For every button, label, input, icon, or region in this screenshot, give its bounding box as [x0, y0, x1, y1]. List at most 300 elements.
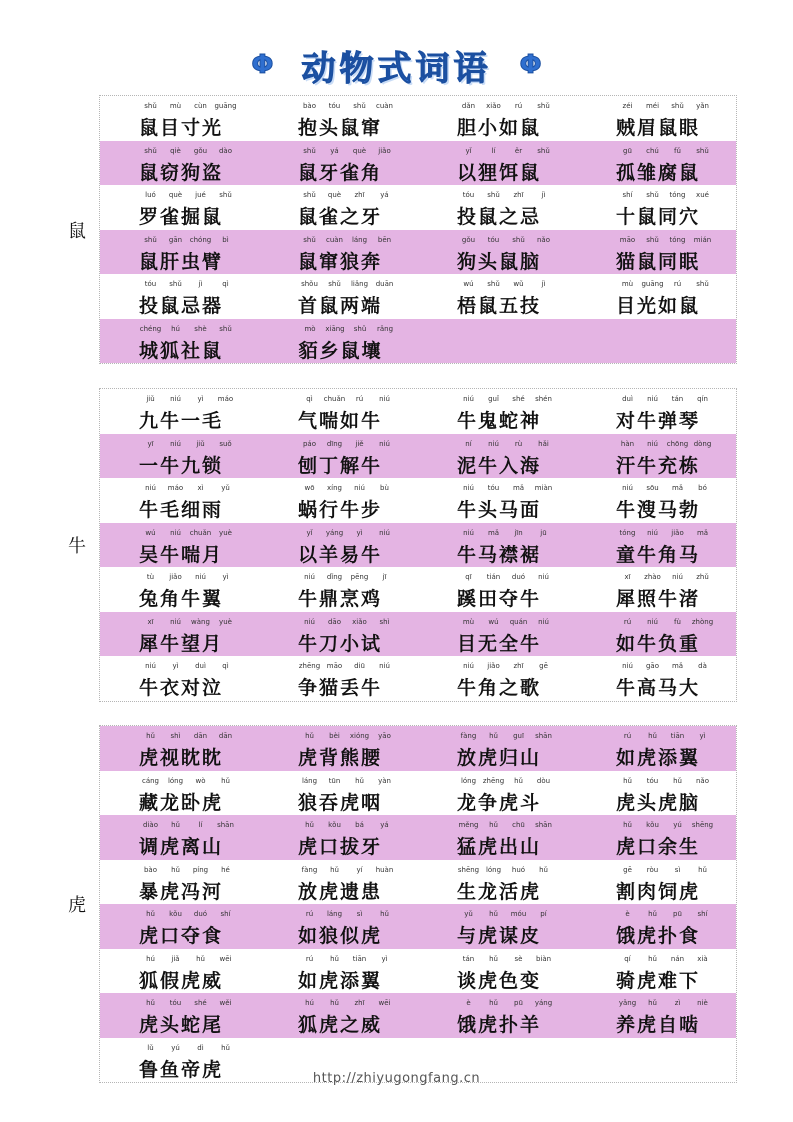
idiom-character: 与	[456, 925, 476, 947]
pinyin-syllable: duó	[511, 573, 526, 581]
idiom-character: 雀	[339, 161, 359, 184]
pinyin-line	[456, 732, 556, 740]
pinyin-syllable: shǔ	[353, 324, 367, 333]
pinyin-syllable: duān	[375, 280, 394, 288]
pinyin-syllable: tūn	[328, 776, 341, 785]
pinyin-syllable: bì	[222, 235, 229, 244]
pinyin-line	[138, 147, 238, 155]
pinyin-line	[138, 910, 238, 918]
pinyin-syllable: zhǔ	[696, 573, 709, 581]
pinyin-line	[297, 440, 397, 448]
pinyin-line	[138, 662, 238, 670]
idiom-character: 刀	[318, 632, 338, 655]
idiom-character: 咽	[360, 791, 380, 814]
pinyin-syllable: hǔ	[673, 776, 682, 785]
idiom-character: 襟	[498, 543, 518, 566]
pinyin-syllable: pū	[514, 999, 523, 1007]
idiom-character: 马	[498, 499, 518, 521]
idiom-text	[456, 540, 540, 567]
pinyin-syllable: yuè	[219, 617, 232, 626]
pinyin-line	[615, 866, 715, 874]
idiom-item	[418, 478, 577, 523]
idiom-character: 忌	[180, 295, 200, 317]
idiom-text	[615, 743, 699, 770]
idiom-item	[577, 434, 736, 479]
idiom-item	[100, 860, 259, 905]
pinyin-syllable: niú	[538, 617, 549, 626]
pinyin-line	[298, 325, 398, 333]
pinyin-syllable: hǎi	[538, 439, 549, 448]
pinyin-syllable: hǔ	[539, 865, 548, 874]
idiom-character: 眈	[180, 747, 200, 769]
pinyin-syllable: shì	[170, 732, 181, 740]
idiom-item	[418, 434, 577, 479]
idiom-character: 头	[636, 791, 656, 814]
idiom-character: 十	[615, 206, 635, 228]
idiom-text	[456, 406, 540, 433]
pinyin-syllable: mián	[693, 235, 712, 244]
idiom-character: 虎	[477, 925, 497, 947]
idiom-item	[418, 612, 577, 657]
idiom-character: 九	[180, 454, 200, 477]
page-title: 动物式词语	[301, 48, 492, 89]
idiom-character: 细	[180, 499, 200, 521]
idiom-character: 牙	[360, 836, 380, 858]
idiom-character: 虎	[636, 969, 656, 992]
pinyin-syllable: hǔ	[489, 954, 498, 963]
pinyin-syllable: jiě	[355, 439, 364, 448]
pinyin-line	[297, 529, 397, 537]
pinyin-syllable: cuàn	[375, 102, 393, 110]
idiom-character: 如	[297, 925, 317, 947]
pinyin-syllable: niú	[647, 617, 658, 626]
idiom-text	[456, 202, 540, 229]
pinyin-syllable: zhī	[513, 191, 524, 199]
pinyin-line	[456, 821, 556, 829]
pinyin-syllable: pí	[540, 910, 547, 918]
pinyin-syllable: què	[327, 191, 342, 199]
idiom-character: 皮	[519, 925, 539, 947]
pinyin-syllable: gǒu	[193, 146, 208, 155]
pinyin-syllable: shí	[622, 191, 633, 199]
phi-ornament-left-icon: Φ	[251, 50, 274, 80]
idiom-character: 眼	[678, 117, 698, 139]
pinyin-syllable: páo	[302, 439, 316, 448]
pinyin-syllable: wēi	[219, 954, 232, 963]
idiom-character: 牛	[159, 543, 179, 566]
pinyin-syllable: dòng	[693, 439, 712, 448]
pinyin-syllable: shé	[512, 395, 525, 403]
idiom-character: 吞	[318, 791, 338, 814]
pinyin-line	[297, 618, 397, 626]
pinyin-syllable: dǐng	[326, 573, 343, 581]
idiom-text	[297, 202, 381, 229]
pinyin-line	[615, 618, 715, 626]
pinyin-syllable: rǎng	[376, 324, 394, 333]
pinyin-syllable: jué	[195, 191, 206, 199]
pinyin-syllable: shǔ	[303, 191, 316, 199]
pinyin-syllable: guāng	[214, 102, 237, 110]
idiom-text	[138, 877, 222, 904]
idiom-character: 技	[519, 295, 539, 317]
idiom-row	[100, 771, 736, 816]
pinyin-syllable: māo	[326, 662, 343, 670]
pinyin-syllable: shé	[194, 999, 207, 1007]
section-label: 牛	[68, 535, 86, 557]
idiom-character: 神	[519, 410, 539, 432]
pinyin-syllable: niú	[379, 395, 390, 403]
idiom-item	[100, 523, 259, 568]
pinyin-syllable: shǔ	[671, 102, 684, 110]
idiom-character: 翼	[201, 588, 221, 610]
idiom-character: 山	[519, 836, 539, 858]
pinyin-syllable: niú	[379, 528, 390, 537]
idiom-character: 鼠	[201, 339, 221, 362]
pinyin-line	[297, 280, 397, 288]
idiom-character: 裾	[519, 543, 539, 566]
idiom-character: 生	[456, 880, 476, 903]
pinyin-syllable: shān	[535, 732, 552, 740]
idiom-character: 牛	[519, 588, 539, 610]
idiom-text	[456, 451, 540, 478]
pinyin-syllable: hǔ	[146, 732, 155, 740]
pinyin-syllable: hǔ	[489, 910, 498, 918]
idiom-character: 鼠	[138, 250, 158, 273]
pinyin-syllable: māo	[619, 235, 636, 244]
idiom-row	[100, 523, 736, 568]
pinyin-syllable: dào	[218, 146, 232, 155]
pinyin-syllable: niú	[195, 573, 206, 581]
idiom-character: 鬼	[477, 410, 497, 432]
pinyin-line	[297, 732, 397, 740]
pinyin-syllable: jiǔ	[146, 395, 155, 403]
pinyin-line	[456, 529, 556, 537]
pinyin-syllable: niú	[672, 573, 683, 581]
pinyin-syllable: niú	[622, 662, 633, 670]
idiom-character: 牛	[360, 543, 380, 566]
idiom-character: 牛	[636, 543, 656, 566]
pinyin-syllable: rú	[305, 910, 314, 918]
idiom-character: 如	[615, 747, 635, 769]
pinyin-syllable: hǔ	[305, 821, 314, 829]
pinyin-syllable: xióng	[349, 732, 370, 740]
idiom-character: 鼠	[678, 161, 698, 184]
idiom-character: 首	[297, 295, 317, 317]
idiom-character: 臂	[201, 250, 221, 273]
idiom-character: 饿	[615, 925, 635, 947]
pinyin-syllable: shǔ	[219, 324, 232, 333]
idiom-character: 蹊	[456, 588, 476, 610]
pinyin-syllable: cùn	[194, 102, 207, 110]
pinyin-syllable: wō	[304, 484, 315, 492]
pinyin-syllable: shǔ	[537, 102, 550, 110]
idiom-text	[456, 877, 540, 904]
idiom-item	[100, 141, 259, 186]
idiom-item	[259, 949, 418, 994]
idiom-character: 牛	[615, 499, 635, 521]
idiom-text	[615, 1010, 699, 1037]
idiom-character: 虎	[180, 969, 200, 992]
idiom-character: 鼠	[339, 117, 359, 139]
idiom-section	[99, 725, 737, 1083]
idiom-character: 喘	[318, 410, 338, 432]
idiom-item	[418, 96, 577, 141]
idiom-item	[259, 434, 418, 479]
idiom-character: 腐	[657, 161, 677, 184]
footer-url: http://zhiyugongfang.cn	[312, 1071, 481, 1086]
pinyin-line	[615, 910, 715, 918]
pinyin-syllable: dān	[218, 732, 233, 740]
idiom-character: 生	[678, 836, 698, 858]
idiom-item	[100, 319, 260, 364]
idiom-character: 大	[678, 677, 698, 699]
idiom-character: 之	[339, 206, 359, 228]
pinyin-syllable: niú	[647, 395, 658, 403]
idiom-character: 衣	[159, 677, 179, 699]
pinyin-syllable: niú	[304, 573, 315, 581]
idiom-character: 角	[159, 588, 179, 610]
idiom-character: 虫	[180, 250, 200, 273]
idiom-item	[577, 274, 736, 319]
idiom-character: 余	[657, 836, 677, 858]
pinyin-syllable: pū	[673, 910, 682, 918]
pinyin-syllable: dāo	[327, 617, 341, 626]
idiom-character: 弹	[657, 410, 677, 432]
pinyin-syllable: tóng	[669, 191, 686, 199]
pinyin-syllable: jiǔ	[196, 439, 205, 448]
pinyin-line	[615, 280, 715, 288]
pinyin-syllable: shǔ	[353, 102, 366, 110]
idiom-character: 毛	[159, 499, 179, 521]
idiom-item	[100, 771, 259, 816]
pinyin-line	[138, 1044, 238, 1052]
pinyin-syllable: shǔ	[512, 235, 525, 244]
pinyin-syllable: shǔ	[144, 102, 157, 110]
pinyin-syllable: shǔ	[219, 191, 232, 199]
pinyin-syllable: bēn	[377, 235, 392, 244]
pinyin-syllable: hǔ	[171, 865, 180, 874]
pinyin-syllable: mù	[621, 280, 634, 288]
pinyin-syllable: zhī	[354, 999, 365, 1007]
idiom-character: 牛	[360, 677, 380, 699]
idiom-character: 穴	[678, 206, 698, 228]
idiom-character: 童	[615, 543, 635, 566]
idiom-character: 汗	[615, 454, 635, 477]
pinyin-syllable: gē	[539, 662, 548, 670]
pinyin-syllable: hú	[146, 954, 155, 963]
idiom-row	[100, 949, 736, 994]
idiom-character: 口	[159, 925, 179, 947]
pinyin-syllable: rú	[355, 395, 364, 403]
pinyin-syllable: yú	[171, 1043, 180, 1052]
pinyin-syllable: mǎ	[671, 484, 684, 492]
pinyin-syllable: huó	[511, 865, 526, 874]
idiom-text	[615, 877, 699, 904]
pinyin-syllable: hǔ	[489, 732, 498, 740]
idiom-character: 乡	[319, 339, 339, 362]
idiom-character: 离	[180, 836, 200, 858]
pinyin-syllable: xiāng	[325, 324, 345, 333]
pinyin-line	[456, 280, 556, 288]
idiom-character: 狐	[297, 1014, 317, 1036]
pinyin-syllable: wú	[463, 280, 474, 288]
idiom-text	[456, 832, 540, 859]
pinyin-syllable: yá	[330, 146, 339, 155]
idiom-character: 牛	[360, 410, 380, 432]
pinyin-syllable: fù	[674, 617, 681, 626]
pinyin-line	[138, 777, 238, 785]
idiom-character: 全	[498, 632, 518, 655]
idiom-text	[297, 673, 381, 700]
idiom-character: 羊	[519, 1014, 539, 1036]
idiom-character: 夺	[498, 588, 518, 610]
pinyin-syllable: hǔ	[221, 776, 230, 785]
idiom-character: 山	[201, 836, 221, 858]
idiom-text	[456, 584, 540, 611]
idiom-item	[418, 185, 577, 230]
idiom-character: 目	[456, 632, 476, 655]
pinyin-syllable: yá	[380, 821, 389, 829]
pinyin-syllable: yáng	[534, 999, 553, 1007]
idiom-character: 扑	[657, 925, 677, 947]
idiom-item	[259, 523, 418, 568]
pinyin-syllable: kǒu	[646, 821, 659, 829]
idiom-character: 试	[360, 632, 380, 655]
idiom-character: 一	[138, 454, 158, 477]
pinyin-syllable: hǔ	[355, 776, 364, 785]
idiom-character: 肉	[636, 880, 656, 903]
idiom-character: 虎	[657, 791, 677, 814]
pinyin-line	[297, 955, 397, 963]
idiom-character: 之	[498, 206, 518, 228]
pinyin-line	[456, 999, 556, 1007]
pinyin-syllable: ěr	[514, 146, 523, 155]
idiom-character: 两	[339, 295, 359, 317]
pinyin-syllable: chuǎn	[323, 395, 346, 403]
pinyin-syllable: niú	[488, 439, 499, 448]
idiom-item	[100, 478, 259, 523]
pinyin-syllable: shǔ	[696, 280, 709, 288]
pinyin-syllable: hǔ	[489, 999, 498, 1007]
idiom-character: 泣	[201, 677, 221, 699]
pinyin-syllable: zhēng	[298, 662, 321, 670]
idiom-text	[138, 451, 222, 478]
pinyin-syllable: hǔ	[221, 1043, 230, 1052]
idiom-character: 渚	[678, 588, 698, 610]
idiom-character: 胆	[456, 117, 476, 139]
idiom-character: 狼	[339, 250, 359, 273]
pinyin-syllable: bào	[302, 102, 316, 110]
pinyin-syllable: hǔ	[514, 776, 523, 785]
idiom-character: 兔	[138, 588, 158, 610]
idiom-character: 罗	[138, 206, 158, 228]
pinyin-syllable: tán	[462, 954, 475, 963]
pinyin-syllable: mǎ	[512, 484, 525, 492]
idiom-character: 如	[297, 969, 317, 992]
idiom-row	[100, 904, 736, 949]
idiom-text	[138, 113, 222, 140]
idiom-item	[259, 993, 418, 1038]
pinyin-line	[456, 440, 556, 448]
pinyin-syllable: zì	[674, 999, 681, 1007]
pinyin-syllable: shān	[217, 821, 234, 829]
idiom-character: 肝	[159, 250, 179, 273]
idiom-text	[138, 629, 222, 656]
idiom-item	[418, 993, 577, 1038]
idiom-character: 虎	[615, 791, 635, 814]
pinyin-line	[456, 191, 556, 199]
idiom-character: 马	[657, 677, 677, 699]
idiom-text	[456, 1010, 540, 1037]
pinyin-syllable: hǔ	[698, 865, 707, 874]
idiom-character: 忌	[519, 206, 539, 228]
pinyin-syllable: láng	[301, 776, 318, 785]
idiom-character: 变	[519, 969, 539, 992]
idiom-character: 栋	[678, 454, 698, 477]
idiom-text	[297, 291, 381, 318]
idiom-text	[297, 832, 381, 859]
idiom-text	[297, 584, 381, 611]
idiom-character: 虎	[636, 925, 656, 947]
pinyin-line	[138, 440, 238, 448]
pinyin-syllable: jiǎo	[671, 528, 684, 537]
pinyin-syllable: lí	[198, 821, 203, 829]
pinyin-syllable: mù	[462, 617, 475, 626]
idiom-character: 如	[615, 632, 635, 655]
idiom-item	[577, 771, 736, 816]
idiom-character: 眉	[636, 117, 656, 139]
pinyin-syllable: mò	[304, 324, 316, 333]
pinyin-syllable: yuè	[219, 528, 232, 537]
pinyin-line	[615, 662, 715, 670]
idiom-character: 马	[477, 543, 497, 566]
idiom-character: 割	[615, 880, 635, 903]
idiom-character: 犀	[615, 588, 635, 610]
idiom-character: 牛	[159, 410, 179, 432]
idiom-character: 鼠	[297, 161, 317, 184]
pinyin-line	[456, 910, 556, 918]
pinyin-line	[456, 236, 556, 244]
pinyin-syllable: lí	[491, 146, 496, 155]
idiom-character: 食	[678, 925, 698, 947]
idiom-character: 如	[657, 295, 677, 317]
pinyin-syllable: mǎ	[487, 528, 500, 537]
idiom-character: 对	[180, 677, 200, 699]
idiom-character: 烹	[339, 588, 359, 610]
idiom-character: 貊	[298, 339, 318, 362]
pinyin-syllable: jì	[198, 280, 203, 288]
pinyin-syllable: shén	[535, 395, 552, 403]
idiom-character: 易	[339, 543, 359, 566]
pinyin-syllable: hǔ	[623, 821, 632, 829]
idiom-character: 投	[138, 295, 158, 317]
idiom-character: 藏	[138, 791, 158, 814]
pinyin-syllable: wò	[195, 776, 206, 785]
pinyin-syllable: gū	[623, 146, 632, 155]
pinyin-syllable: bù	[380, 484, 389, 492]
pinyin-line	[297, 236, 397, 244]
idiom-character: 毛	[201, 410, 221, 432]
idiom-item	[259, 726, 418, 771]
idiom-character: 目	[615, 295, 635, 317]
pinyin-syllable: niú	[170, 395, 181, 403]
pinyin-syllable: chuǎn	[189, 528, 212, 537]
idiom-character: 鼠	[159, 295, 179, 317]
idiom-character: 牙	[318, 161, 338, 184]
idiom-character: 冯	[180, 880, 200, 903]
idiom-character: 威	[360, 1014, 380, 1036]
idiom-character: 牛	[180, 588, 200, 610]
